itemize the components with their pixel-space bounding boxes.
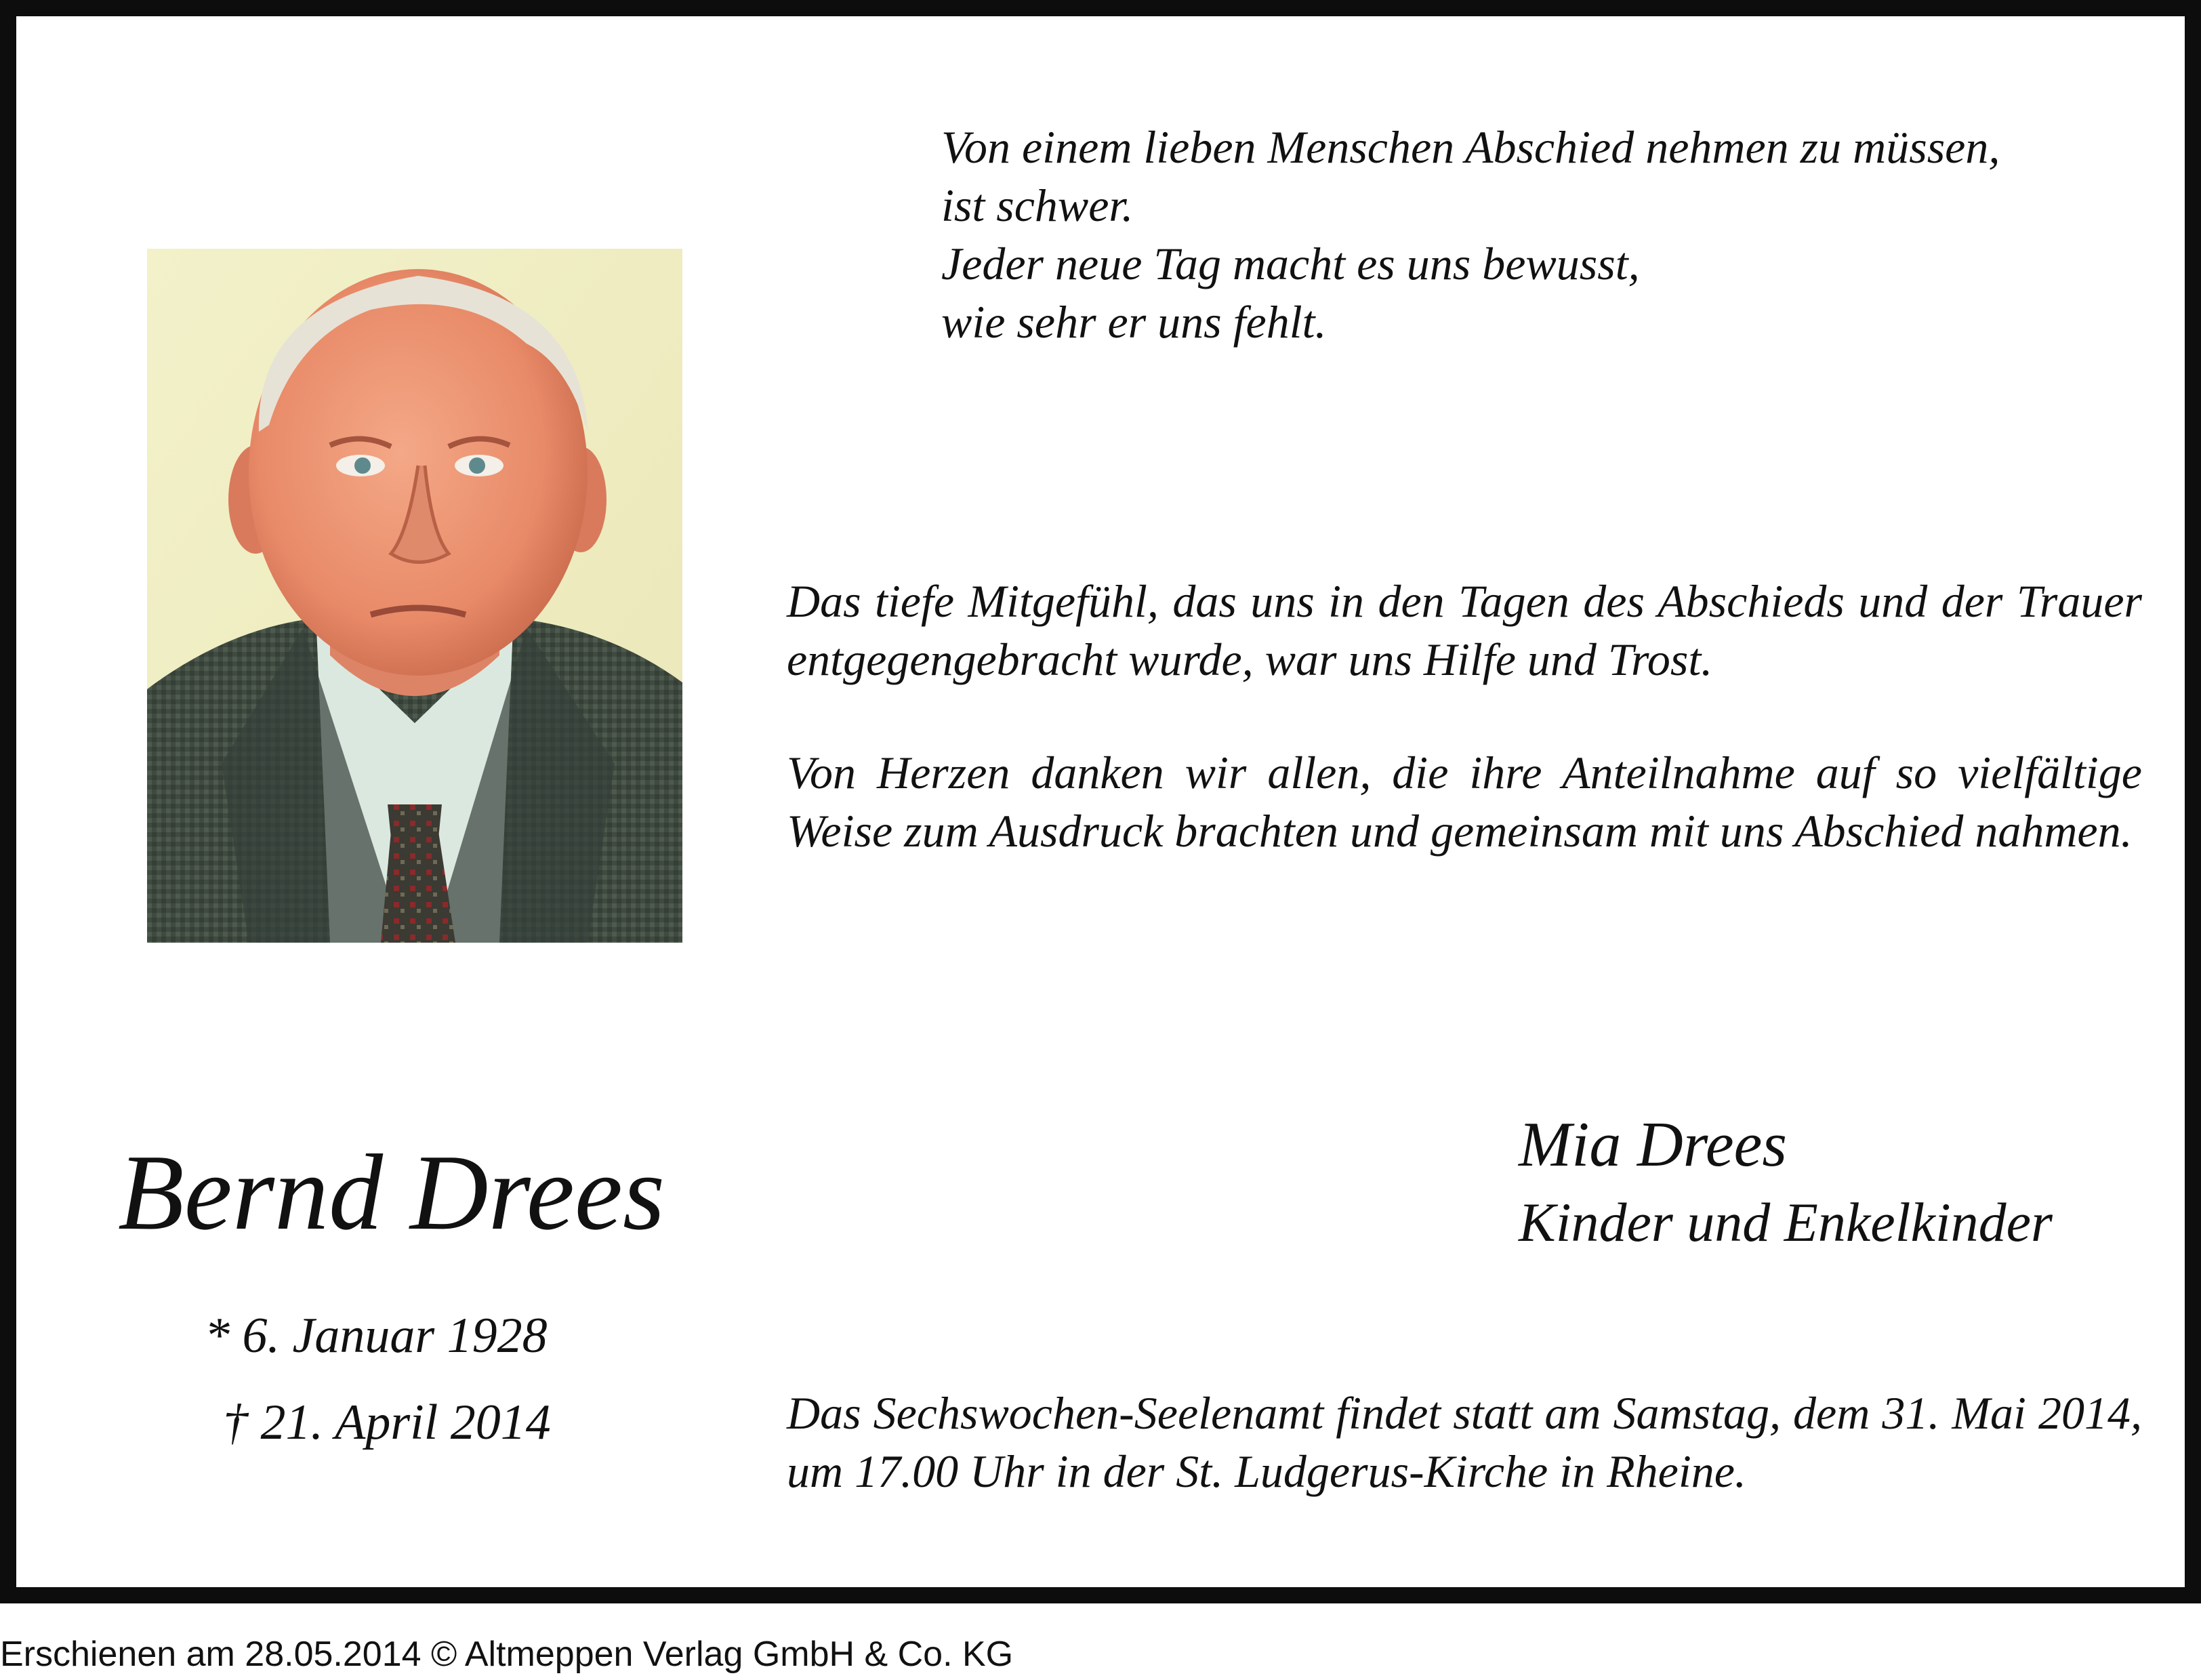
portrait-photo — [147, 249, 682, 943]
deceased-name: Bernd Drees — [118, 1132, 665, 1252]
mourner-name: Mia Drees — [1519, 1109, 1787, 1180]
poem-line: Jeder neue Tag macht es uns bewusst, — [941, 238, 1640, 289]
poem — [941, 118, 2147, 351]
death-date: † 21. April 2014 — [223, 1395, 551, 1450]
birth-date: * 6. Januar 1928 — [205, 1308, 548, 1364]
poem-line: Von einem lieben Menschen Abschied nehmen zu müssen, — [941, 121, 2000, 173]
thanks-paragraph-2: Von Herzen danken wir allen, die ihre Anteilnahme auf so vielfältige Weise zum Ausdruck brachten und gemeinsam mit uns Abschied nahmen. — [787, 747, 2142, 857]
thanks-paragraph-1: Das tiefe Mitgefühl, das uns in den Tagen des Abschieds und der Trauer entgegengebracht wurde, war uns Hilfe und Trost. — [787, 575, 2142, 685]
service-announcement: Das Sechswochen-Seelenamt findet statt am Samstag, dem 31. Mai 2014, um 17.00 Uhr in der St. Ludgerus-Kirche in Rheine. — [787, 1387, 2142, 1497]
poem-line: wie sehr er uns fehlt. — [941, 296, 1327, 348]
portrait-illustration — [147, 249, 682, 943]
publication-footer: Erschienen am 28.05.2014 © Altmeppen Verlag GmbH & Co. KG — [0, 1635, 1014, 1674]
poem-line: ist schwer. — [941, 180, 1134, 231]
mourner-family: Kinder und Enkelkinder — [1519, 1191, 2053, 1253]
